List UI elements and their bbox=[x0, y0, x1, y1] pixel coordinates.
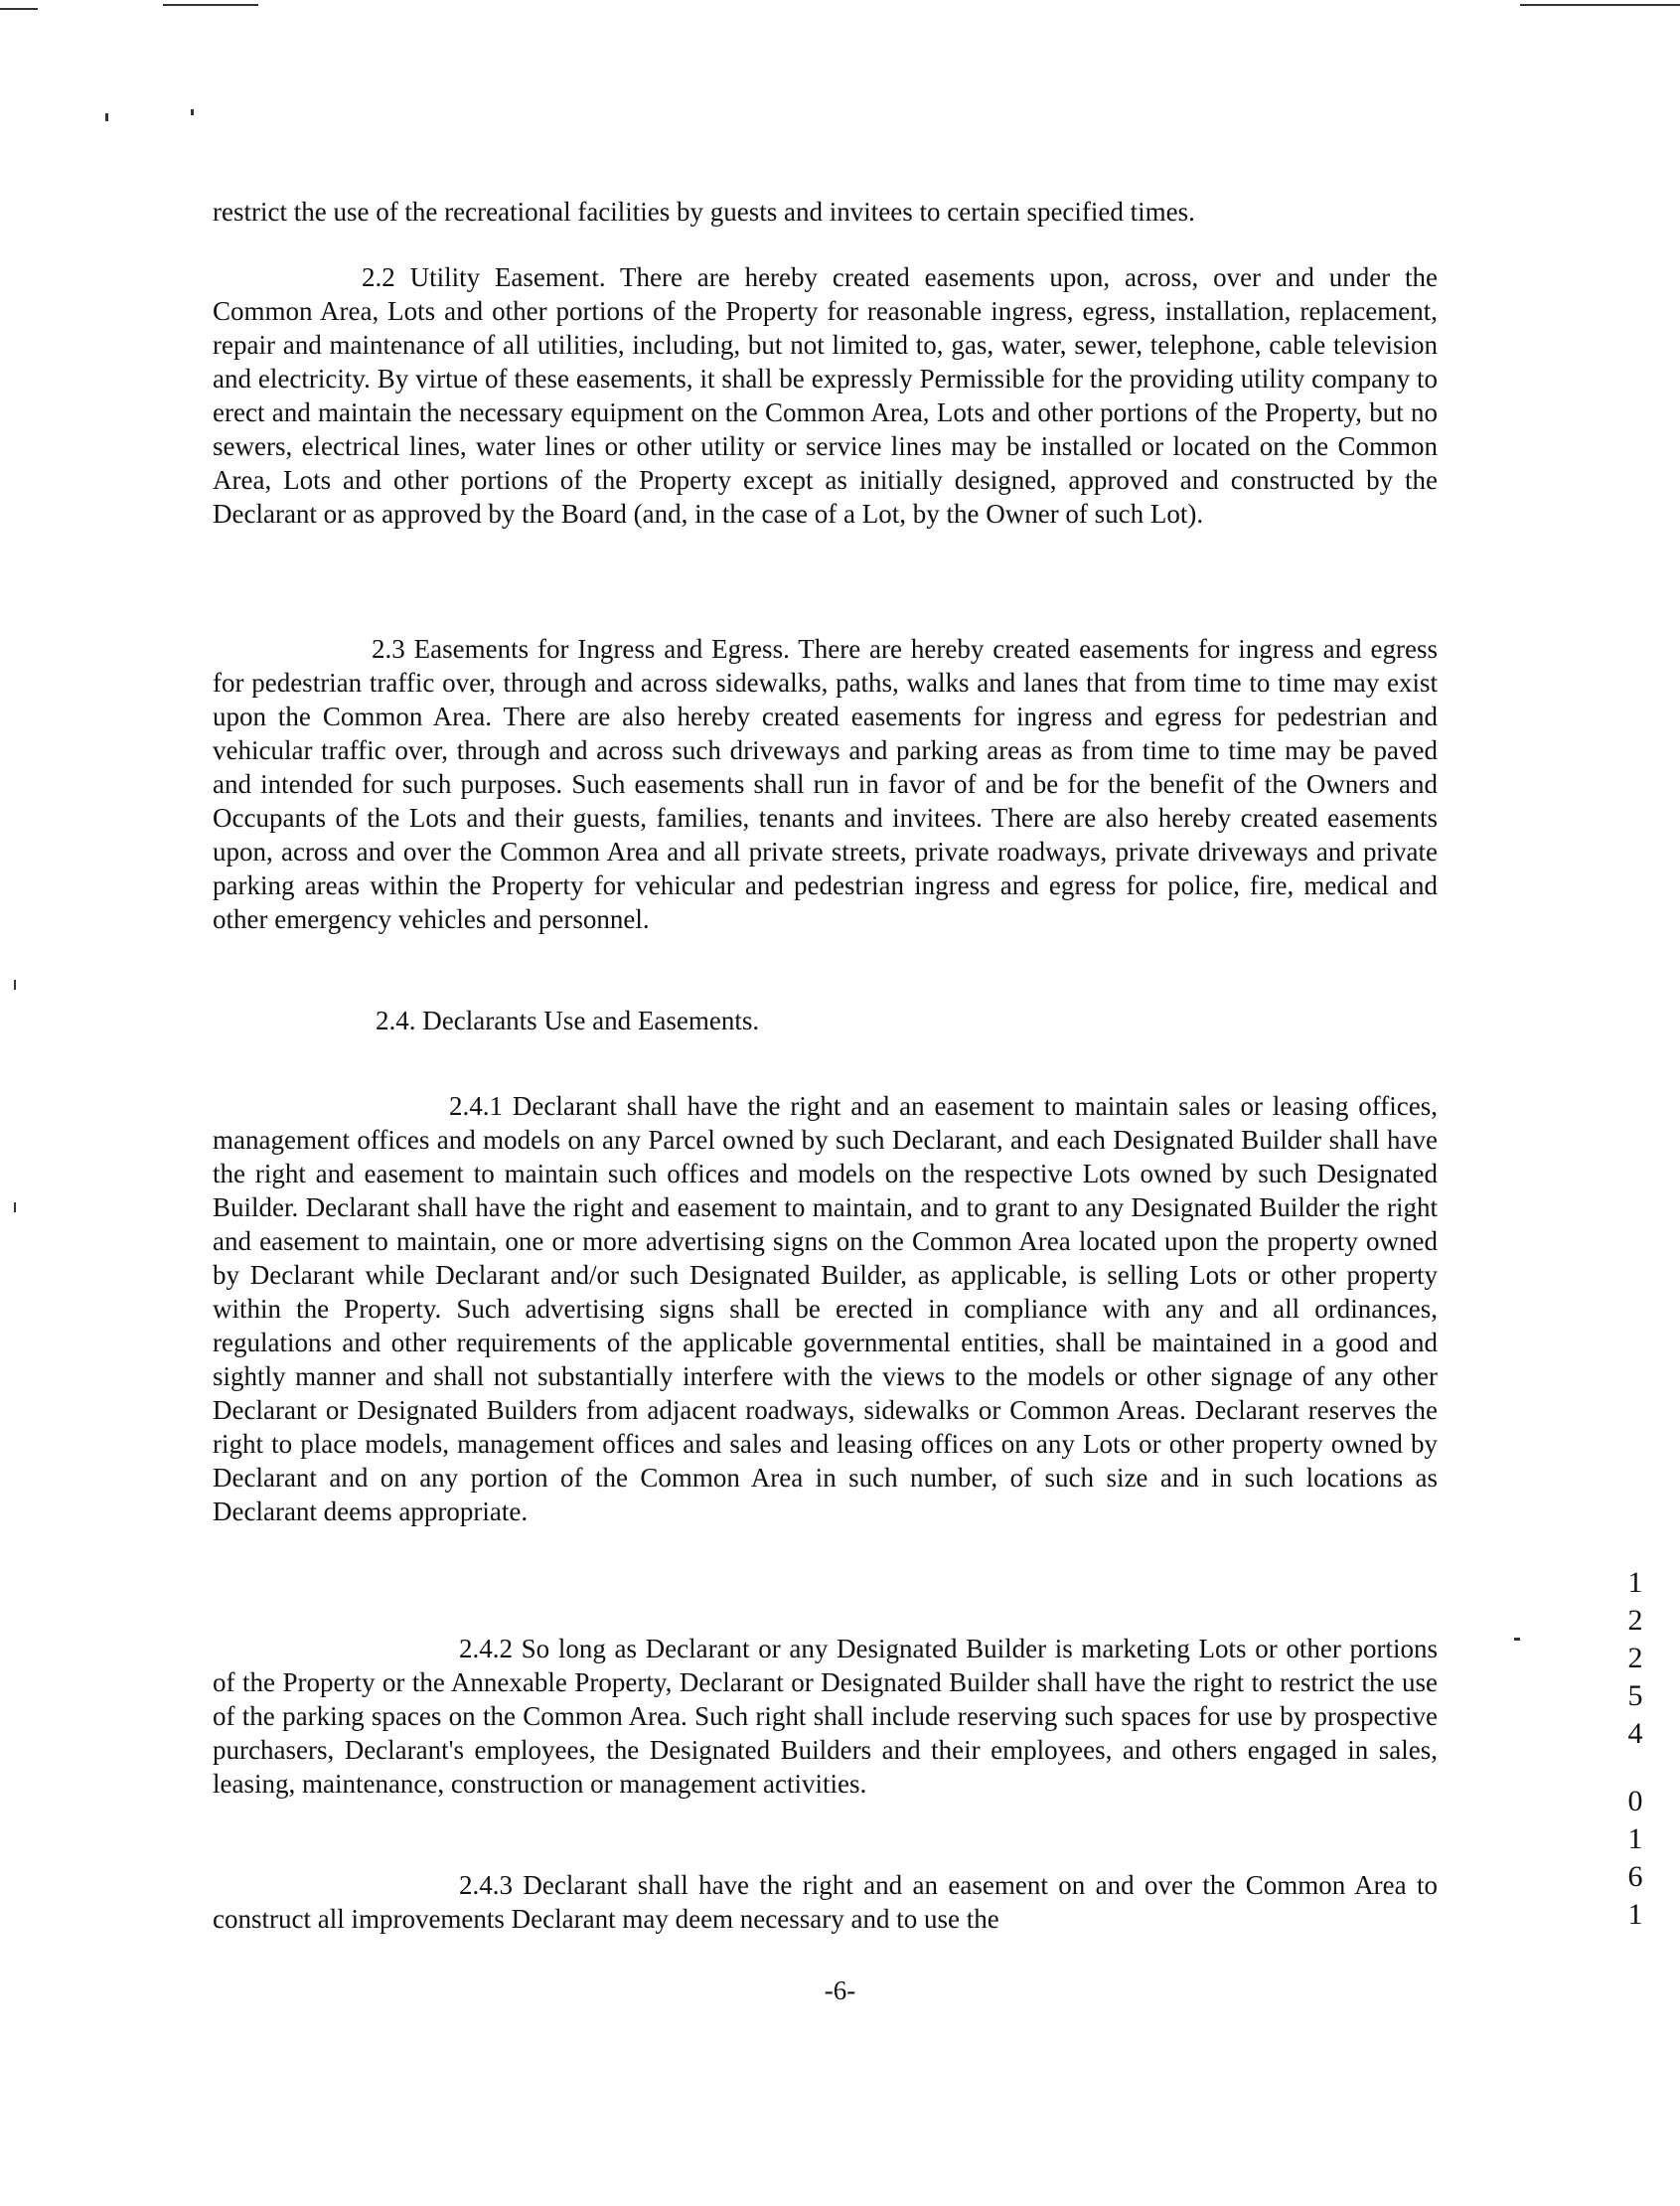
scan-speck bbox=[14, 1202, 16, 1212]
scan-speck bbox=[105, 113, 108, 121]
scan-speck bbox=[1514, 1638, 1520, 1641]
scan-speck bbox=[14, 980, 16, 990]
scan-top-rule-right bbox=[1520, 4, 1680, 6]
section-2-2-utility-easement: 2.2 Utility Easement. There are hereby created easements upon, across, over and under the Common Area, Lots and other portions of the Property for reasonable ingress, egress, installation, replacement, repair and maintenance of all utilities, including, but not limited to, gas, water, sewer, telephone, cable television and electricity. By virtue of these easements, it shall be expressly Permissible for the providing utility company to erect and maintain the necessary equipment on the Common Area, Lots and other portions of the Property, but no sewers, electrical lines, water lines or other utility or service lines may be installed or located on the Common Area, Lots and other portions of the Property except as initially designed, approved and constructed by the Declarant or as approved by the Board (and, in the case of a Lot, by the Owner of such Lot). bbox=[213, 262, 1438, 529]
section-2-4-2: 2.4.2 So long as Declarant or any Designated Builder is marketing Lots or other portions of the Property or the Annexable Property, Declarant or Designated Builder shall have the right to restrict the use of the parking spaces on the Common Area. Such right shall include reserving such spaces for use by prospective purchasers, Declarant's employees, the Designated Builders and their employees, and others engaged in sales, leasing, maintenance, construction or management activities. bbox=[213, 1634, 1438, 1799]
stamp-gap bbox=[1615, 1753, 1655, 1783]
stamp-digit: 1 bbox=[1627, 1898, 1643, 1931]
stamp-digit: 5 bbox=[1627, 1679, 1643, 1712]
stamp-digit: 2 bbox=[1627, 1604, 1643, 1637]
stamp-digit: 1 bbox=[1627, 1566, 1643, 1599]
section-2-3-ingress-egress: 2.3 Easements for Ingress and Egress. There are hereby created easements for ingress and egress for pedestrian traffic over, through and across sidewalks, paths, walks and lanes that from time to time may exist upon the Common Area. There are also hereby created easements for ingress and egress for pedestrian and vehicular traffic over, through and across such driveways and parking areas as from time to time may be paved and intended for such purposes. Such easements shall run in favor of and be for the benefit of the Owners and Occupants of the Lots and their guests, families, tenants and invitees. There are also hereby created easements upon, across and over the Common Area and all private streets, private roadways, private driveways and private parking areas within the Property for vehicular and pedestrian ingress and egress for police, fire, medical and other emergency vehicles and personnel. bbox=[213, 634, 1438, 934]
section-2-4-1: 2.4.1 Declarant shall have the right and an easement to maintain sales or leasing offices, management offices and models on any Parcel owned by such Declarant, and each Designated Builder shall have the right and easement to maintain such offices and models on the respective Lots owned by such Designated Builder. Declarant shall have the right and easement to maintain, and to grant to any Designated Builder the right and easement to maintain, one or more advertising signs on the Common Area located upon the property owned by Declarant while Declarant and/or such Designated Builder, as applicable, is selling Lots or other property within the Property. Such advertising signs shall be erected in compliance with any and all ordinances, regulations and other requirements of the applicable governmental entities, shall be maintained in a good and sightly manner and shall not substantially interfere with the views to the models or other signage of any other Declarant or Designated Builders from adjacent roadways, sidewalks or Common Areas. Declarant reserves the right to place models, management offices and sales and leasing offices on any Lots or other property owned by Declarant and on any portion of the Common Area in such number, of such size and in such locations as Declarant deems appropriate. bbox=[213, 1091, 1438, 1526]
scan-top-rule-middle bbox=[163, 4, 258, 6]
scan-speck bbox=[191, 109, 194, 115]
stamp-digit: 1 bbox=[1627, 1822, 1643, 1855]
stamp-digit: 6 bbox=[1627, 1860, 1643, 1893]
section-2-4-heading: 2.4. Declarants Use and Easements. bbox=[376, 1006, 760, 1035]
paragraph-continuation: restrict the use of the recreational facilities by guests and invitees to certain specified times. bbox=[213, 197, 1195, 227]
section-2-4-3: 2.4.3 Declarant shall have the right and an easement on and over the Common Area to construct all improvements Declarant may deem necessary and to use the bbox=[213, 1870, 1438, 1934]
recording-stamp bbox=[1615, 1564, 1655, 1934]
stamp-digit: 2 bbox=[1627, 1642, 1643, 1674]
scan-top-rule-left bbox=[0, 8, 38, 10]
page-number: -6- bbox=[824, 1975, 856, 2005]
stamp-digit: 4 bbox=[1627, 1717, 1643, 1750]
stamp-digit: 0 bbox=[1627, 1785, 1643, 1817]
